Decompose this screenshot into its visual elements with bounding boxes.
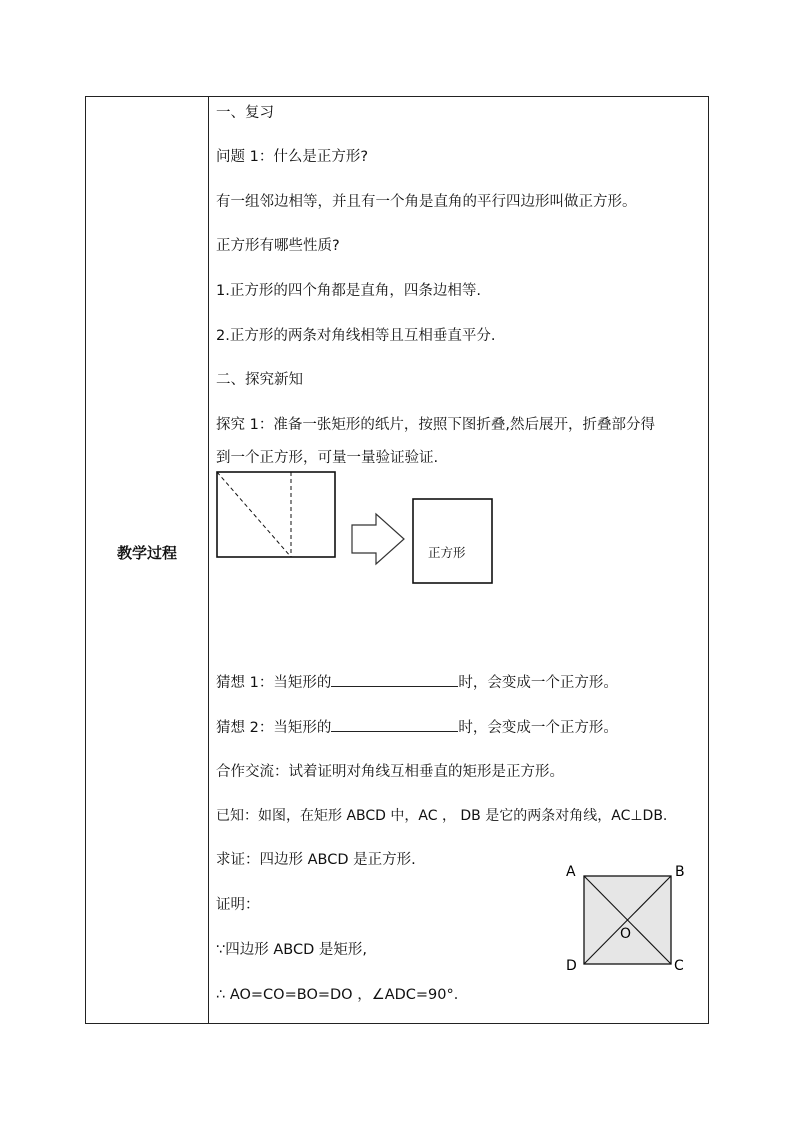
folding-diagram [216,467,516,587]
guess-2 [216,717,618,738]
lesson-table [85,96,709,1024]
vertex-c-label: C [674,958,684,974]
section-explore-heading: 二、探究新知 [216,372,303,388]
guess-1-blank[interactable] [331,672,458,687]
vertex-a-label: A [566,864,576,880]
guess-2-suffix: 时，会变成一个正方形。 [458,720,618,736]
guess-1 [216,672,618,693]
proof-step-2: ∴ AO=CO=BO=DO ，∠ADC=90°． [216,987,469,1003]
property-2: 2.正方形的两条对角线相等且互相垂直平分. [216,328,496,344]
property-1: 1.正方形的四个角都是直角，四条边相等. [216,283,481,299]
square-result [413,499,492,583]
column-divider [208,97,209,1023]
explore-1-line-2: 到一个正方形，可量一量验证验证. [216,450,439,466]
vertex-b-label: B [675,864,685,880]
cooperate-exchange: 合作交流：试着证明对角线互相垂直的矩形是正方形。 [216,764,564,780]
question-2: 正方形有哪些性质? [216,238,340,254]
guess-1-suffix: 时，会变成一个正方形。 [458,675,618,691]
proof-label: 证明： [216,897,260,913]
fold-diagonal-line [217,472,291,557]
explore-1-line-1: 探究 1：准备一张矩形的纸片，按照下图折叠,然后展开，折叠部分得 [216,417,655,433]
question-1-answer: 有一组邻边相等，并且有一个角是直角的平行四边形叫做正方形。 [216,194,637,210]
guess-2-prefix: 猜想 2：当矩形的 [216,720,332,736]
vertex-d-label: D [566,958,577,974]
square-label: 正方形 [428,545,466,560]
right-arrow-icon [352,514,404,564]
center-o-label: O [620,926,632,942]
section-review-heading: 一、复习 [216,105,274,121]
rectangle-paper [217,472,335,557]
given-statement: 已知：如图，在矩形 ABCD 中，AC ， DB 是它的两条对角线，AC⊥DB. [216,808,668,824]
prove-statement: 求证：四边形 ABCD 是正方形. [216,852,416,868]
guess-1-prefix: 猜想 1：当矩形的 [216,675,332,691]
square-abcd-figure [561,862,701,977]
guess-2-blank[interactable] [331,717,458,732]
question-1: 问题 1：什么是正方形? [216,149,369,165]
proof-step-1: ∵四边形 ABCD 是矩形, [216,942,367,958]
teaching-process-label: 教学过程 [116,544,177,562]
